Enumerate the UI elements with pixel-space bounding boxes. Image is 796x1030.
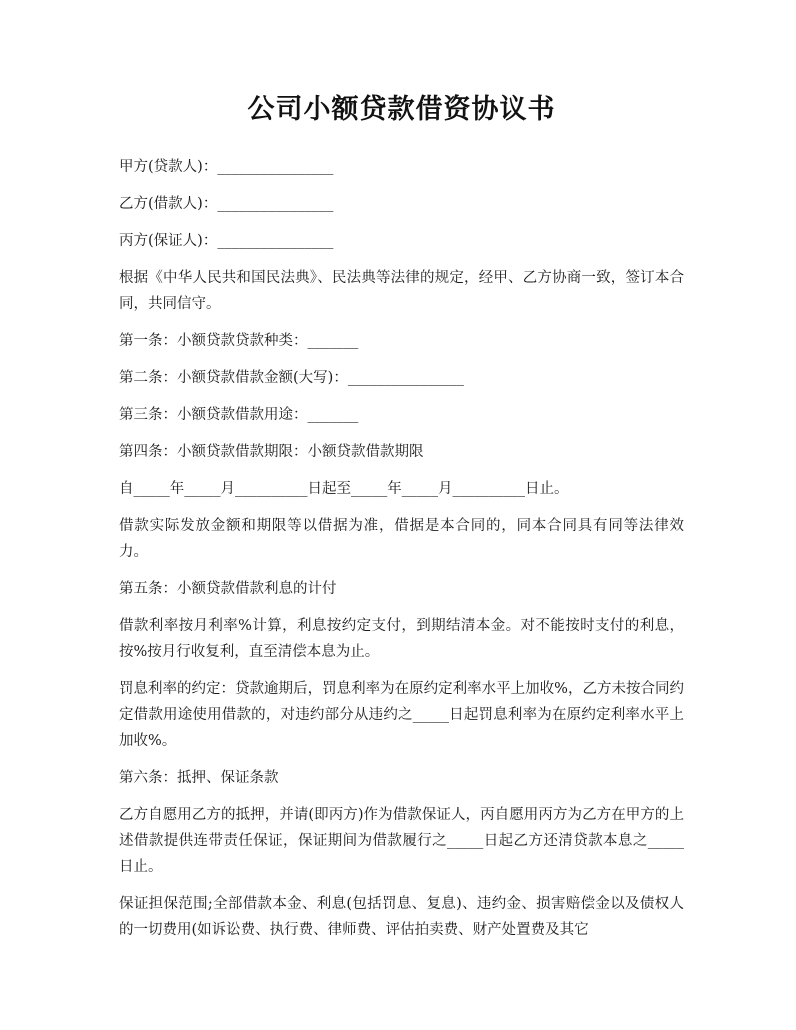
loan-term-dates: 自_____年_____月__________日起至_____年_____月__________日止。 — [119, 481, 569, 497]
article-2: 第二条：小额贷款借款金额(大写)：________________ — [119, 370, 464, 386]
document-page — [119, 88, 684, 954]
loan-receipt-paragraph: 借款实际发放金额和期限等以借据为准，借据是本合同的，同本合同具有同等法律效力。 — [119, 518, 684, 560]
party-b-line: 乙方(借款人)：________________ — [119, 196, 334, 212]
guarantee-scope-paragraph: 保证担保范围;全部借款本金、利息(包括罚息、复息)、违约金、损害赔偿金以及债权人的一切费用(如诉讼费、执行费、律师费、评估拍卖费、财产处置费及其它 — [119, 896, 684, 938]
penalty-rate-paragraph: 罚息利率的约定：贷款逾期后，罚息利率为在原约定利率水平上加收%，乙方未按合同约定借款用途使用借款的，对违约部分从违约之_____日起罚息利率为在原约定利率水平上加收%。 — [119, 681, 684, 749]
document-title: 公司小额贷款借资协议书 — [247, 94, 556, 125]
article-3: 第三条：小额贷款借款用途：_______ — [119, 407, 359, 423]
preamble-paragraph: 根据《中华人民共和国民法典》、民法典等法律的规定，经甲、乙方协商一致，签订本合同，共同信守。 — [119, 270, 684, 312]
party-c-line: 丙方(保证人)：________________ — [119, 233, 334, 249]
article-4: 第四条：小额贷款借款期限：小额贷款借款期限 — [119, 444, 424, 460]
article-5: 第五条：小额贷款借款利息的计付 — [119, 581, 337, 597]
guarantee-paragraph: 乙方自愿用乙方的抵押，并请(即丙方)作为借款保证人，丙自愿用丙方为乙方在甲方的上述借款提供连带责任保证，保证期间为借款履行之_____日起乙方还清贷款本息之_____日止。 — [119, 807, 684, 875]
article-1: 第一条：小额贷款贷款种类：_______ — [119, 333, 359, 349]
interest-rate-paragraph: 借款利率按月利率%计算，利息按约定支付，到期结清本金。对不能按时支付的利息，按%按月行收复利，直至清偿本息为止。 — [119, 618, 684, 660]
article-6: 第六条：抵押、保证条款 — [119, 770, 279, 786]
party-a-line: 甲方(贷款人)：________________ — [119, 159, 334, 175]
